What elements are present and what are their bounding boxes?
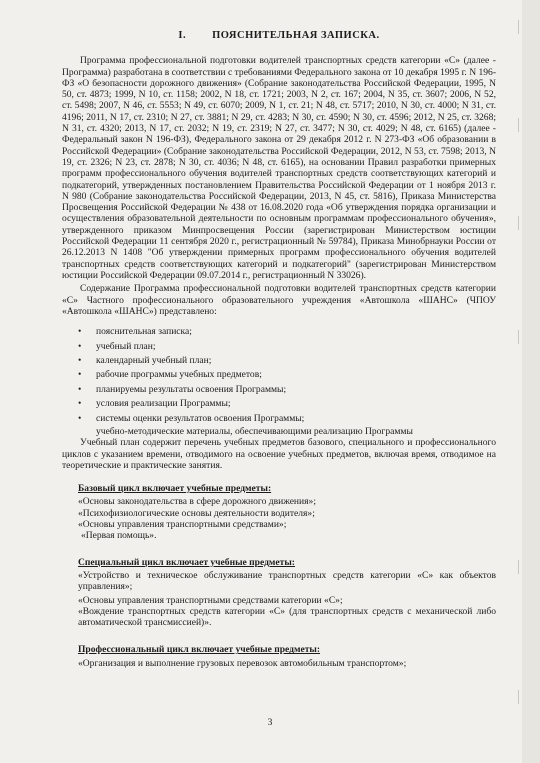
list-item: • планируемы результаты освоения Программы; bbox=[78, 383, 496, 397]
list-item: • рабочие программы учебных предметов; bbox=[78, 368, 496, 382]
basic-cycle-item: «Основы законодательства в сфере дорожного движения»; bbox=[78, 496, 316, 508]
document-body bbox=[62, 30, 496, 669]
contents-last-line: учебно-методические материалы, обеспечивающими реализацию Программы bbox=[96, 425, 413, 437]
professional-cycle-heading: Профессиональный цикл включает учебные предметы: bbox=[78, 644, 321, 656]
special-cycle-heading: Специальный цикл включает учебные предметы: bbox=[78, 556, 295, 568]
scan-edge-mark bbox=[518, 690, 526, 704]
section-number: I. bbox=[178, 30, 187, 41]
basic-cycle-item: «Основы управления транспортными средствами»; bbox=[78, 519, 287, 531]
scan-edge-mark bbox=[518, 216, 526, 230]
intro-paragraph: Программа профессиональной подготовки водителей транспортных средств категории «С» (далее - Программа) разработана в соответствии с требованиями Федерального закона от 10 декабря 1995 г. N 196-ФЗ «О безопасности дорожного движения» (Собрание законодательства Российской Федерации, 1995, N 50, ст. 4873; 1999, N 10, ст. 1158; 2002, N 18, ст. 1721; 2003, N 2, ст. 167; 2004, N 35, ст. 3607; 2006, N 52, ст. 5498; 2007, N 46, ст. 5553; N 49, ст. 6070; 2009, N 1, ст. 21; N 48, ст. 5717; 2010, N 30, ст. 4000; N 31, ст. 4196; 2011, N 17, ст. 2310; N 27, ст. 3881; N 29, ст. 4283; N 30, ст. 4590; N 30, ст. 4596; 2012, N 25, ст. 3268; N 31, ст. 4320; 2013, N 17, ст. 2032; N 19, ст. 2319; N 27, ст. 3477; N 30, ст. 4029; N 48, ст. 6165) (далее - Федеральный закон N 196-ФЗ), Федерального закона от 29 декабря 2012 г. N 273-ФЗ «Об образовании в Российской Федерации» (Собрание законодательства Российской Федерации, 2012, N 53, ст. 7598; 2013, N 19, ст. 2326; N 23, ст. 2878; N 30, ст. 4036; N 48, ст. 6165), на основании Правил разработки примерных программ профессионального обучения водителей транспортных средств соответствующих категорий и подкатегорий, утвержденных постановлением Правительства Российской Федерации от 1 ноября 2013 г. N 980 (Собрание законодательства Российской Федерации, 2013, N 45, ст. 5816), Приказа Министерства Просвещения Российской Федерации № 438 от 16.08.2020 года «Об утверждения порядка организации и осуществления образовательной деятельности по основным программам профессионального обучения», утвержденного приказом Минпросвещения России (зарегистрирован Министерством юстиции Российской Федерации 11 сентября 2020 г., регистрационный № 59784), Приказа Минобрнауки России от 26.12.2013 N 1408 "Об утверждении примерных программ профессионального обучения водителей транспортных средств соответствующих категорий и подкатегорий" (зарегистрирован Министерством юстиции Российской Федерации 09.07.2014 г., регистрационный N 33026). bbox=[62, 55, 496, 281]
basic-cycle-heading: Базовый цикл включает учебные предметы: bbox=[78, 483, 272, 495]
professional-cycle-item: «Организация и выполнение грузовых перевозок автомобильным транспортом»; bbox=[78, 657, 407, 669]
list-item: • учебный план; bbox=[78, 340, 496, 354]
special-cycle-item: «Основы управления транспортными средствами категории «С»; bbox=[78, 594, 343, 606]
list-item: • системы оценки результатов освоения Программы; bbox=[78, 412, 496, 426]
special-cycle-item: «Устройство и техническое обслуживание транспортных средств категории «С» как объектов управления»; bbox=[78, 569, 496, 593]
scan-edge bbox=[522, 0, 540, 763]
section-title bbox=[62, 30, 496, 41]
list-item: • пояснительная записка; bbox=[78, 325, 496, 339]
special-cycle-item: «Вождение транспортных средств категории «С» (для транспортных средств с механической либо автоматической трансмиссией)». bbox=[78, 605, 496, 629]
page-number: 3 bbox=[267, 718, 273, 728]
scan-edge-mark bbox=[518, 560, 526, 574]
list-item: • календарный учебный план; bbox=[78, 354, 496, 368]
scan-edge-mark bbox=[518, 118, 526, 132]
basic-cycle-item: «Психофизиологические основы деятельности водителя»; bbox=[78, 507, 315, 519]
basic-cycle-item: «Первая помощь». bbox=[81, 530, 157, 542]
list-item: • условия реализации Программы; bbox=[78, 397, 496, 411]
section-title-text: ПОЯСНИТЕЛЬНАЯ ЗАПИСКА. bbox=[212, 30, 380, 41]
contents-list bbox=[62, 325, 496, 426]
curriculum-paragraph: Учебный план содержит перечень учебных предметов базового, специального и профессионального циклов с указанием времени, отводимого на освоение учебных предметов, включая время, отводимое на теоретические и практические занятия. bbox=[62, 437, 496, 471]
scan-edge-mark bbox=[518, 20, 526, 34]
scan-edge-mark bbox=[518, 330, 526, 344]
contents-paragraph: Содержание Программа профессиональной подготовки водителей транспортных средств категории «С» Частного профессионального образовательного учреждения «Автошкола «ШАНС» (ЧПОУ «Автошкола «ШАНС») представлено: bbox=[62, 283, 496, 317]
